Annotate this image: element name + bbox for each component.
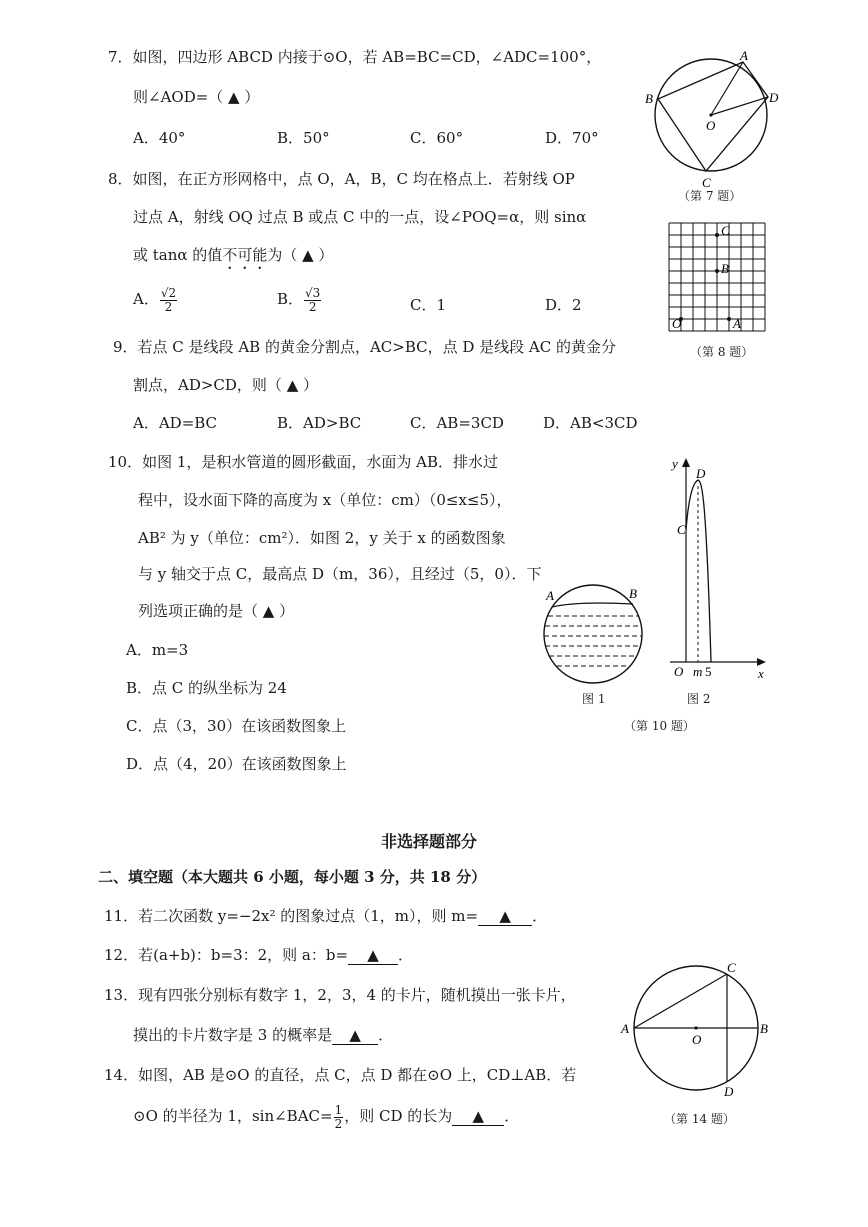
q10-option-b: B．点 C 的纵坐标为 24 [126,679,287,697]
q10-line4: 与 y 轴交于点 C，最高点 D（m，36），且经过（5，0）．下 [138,565,542,583]
q10-caption: （第 10 题） [624,719,695,733]
q7-line1: 7．如图，四边形 ABCD 内接于⊙O，若 AB=BC=CD，∠ADC=100°， [108,48,602,66]
q8-emphasis: 不可能 [222,246,268,264]
q10-label-a: A [546,588,554,603]
q10-figure1-pipe [538,580,648,690]
q8-line1: 8．如图，在正方形网格中，点 O，A，B，C 均在格点上．若射线 OP [108,170,575,188]
q14-caption: （第 14 题） [664,1112,735,1126]
q14-label-c: C [727,960,736,975]
q14-label-o: O [692,1032,702,1047]
q7-option-c: C．60° [410,129,464,147]
q14-label-b: B [760,1021,768,1036]
q9-option-c: C．AB=3CD [410,414,504,432]
q9-line1: 9．若点 C 是线段 AB 的黄金分割点，AC>BC，点 D 是线段 AC 的黄金分 [113,338,617,356]
q10-line5: 列选项正确的是（ ▲ ） [138,602,295,620]
q14-answer-blank: ▲ [452,1107,504,1126]
q8-label-o: O [672,316,682,331]
q8-option-b: B． $\frac{√3}{2}$ [277,286,321,314]
q10-figure2-caption: 图 2 [687,692,711,706]
q10-label-o: O [674,664,684,679]
q12-line: 12．若(a+b)：b=3：2，则 a：b= ▲ ． [104,946,414,964]
q10-line2: 程中，设水面下降的高度为 x（单位：cm）（0≤x≤5）， [138,491,512,509]
q7-option-b: B．50° [277,129,330,147]
q8-option-d: D．2 [545,296,582,314]
q12-answer-blank: ▲ [348,946,398,965]
q8-line2: 过点 A，射线 OQ 过点 B 或点 C 中的一点，设∠POQ=α，则 sinα [133,208,587,226]
q10-figure2-graph [660,452,778,682]
q10-option-d: D．点（4，20）在该函数图象上 [126,755,347,773]
q9-option-a: A．AD=BC [133,414,218,432]
q8-line3: 或 tanα 的值不可能为（ ▲ ） [133,246,334,264]
q10-label-b: B [629,586,637,601]
q7-label-a: A [740,48,748,63]
section-subtitle: 二、填空题（本大题共 6 小题，每小题 3 分，共 18 分） [98,868,487,886]
q9-option-d: D．AB<3CD [543,414,638,432]
q10-label-y: y [672,456,678,471]
q10-line3: AB² 为 y（单位：cm²）．如图 2，y 关于 x 的函数图象 [138,529,506,547]
q10-label-x: x [758,666,764,681]
q7-label-d: D [769,90,779,105]
q7-option-d: D．70° [545,129,599,147]
q9-line2: 割点，AD>CD，则（ ▲ ） [133,376,319,394]
q10-option-c: C．点（3，30）在该函数图象上 [126,717,347,735]
q13-line2: 摸出的卡片数字是 3 的概率是 ▲ ． [133,1026,394,1044]
q8-grid-figure [665,218,775,336]
q11-answer-blank: ▲ [478,907,532,926]
q10-label-d: D [696,466,706,481]
q7-label-b: B [645,91,653,106]
q8-label-c: C [721,223,730,238]
q9-option-b: B．AD>BC [277,414,362,432]
q14-figure [616,958,776,1106]
q7-figure [640,42,790,202]
q14-label-d: D [724,1084,734,1099]
q11-line: 11．若二次函数 y=−2x² 的图象过点（1，m），则 m= ▲ ． [104,907,548,925]
q7-label-c: C [702,175,711,190]
q8-option-c: C．1 [410,296,447,314]
q8-label-a: A [733,316,741,331]
q8-option-a: A． $\frac{√2}{2}$ [133,286,177,314]
q10-label-m: m [693,664,703,679]
q8-label-b: B [721,261,729,276]
q7-label-o: O [706,118,716,133]
q7-line2: 则∠AOD=（ ▲ ） [133,88,260,106]
q10-figure1-caption: 图 1 [582,692,606,706]
q13-line1: 13．现有四张分别标有数字 1，2，3，4 的卡片，随机摸出一张卡片， [104,986,576,1004]
q7-caption: （第 7 题） [678,189,742,203]
q10-label-c: C [677,522,686,537]
q10-label-5: 5 [705,664,712,679]
q14-line2: ⊙O 的半径为 1，sin∠BAC= $\frac{1}{2}$ ，则 CD 的长为 ▲ ． [133,1103,520,1131]
q10-line1: 10．如图 1，是积水管道的圆形截面，水面为 AB．排水过 [108,453,499,471]
q13-answer-blank: ▲ [332,1026,378,1045]
q7-option-a: A．40° [133,129,186,147]
q8-caption: （第 8 题） [690,345,754,359]
q14-line1: 14．如图，AB 是⊙O 的直径，点 C，点 D 都在⊙O 上，CD⊥AB．若 [104,1066,577,1084]
q14-label-a: A [621,1021,629,1036]
q10-option-a: A．m=3 [126,641,189,659]
section-title: 非选择题部分 [381,832,478,851]
